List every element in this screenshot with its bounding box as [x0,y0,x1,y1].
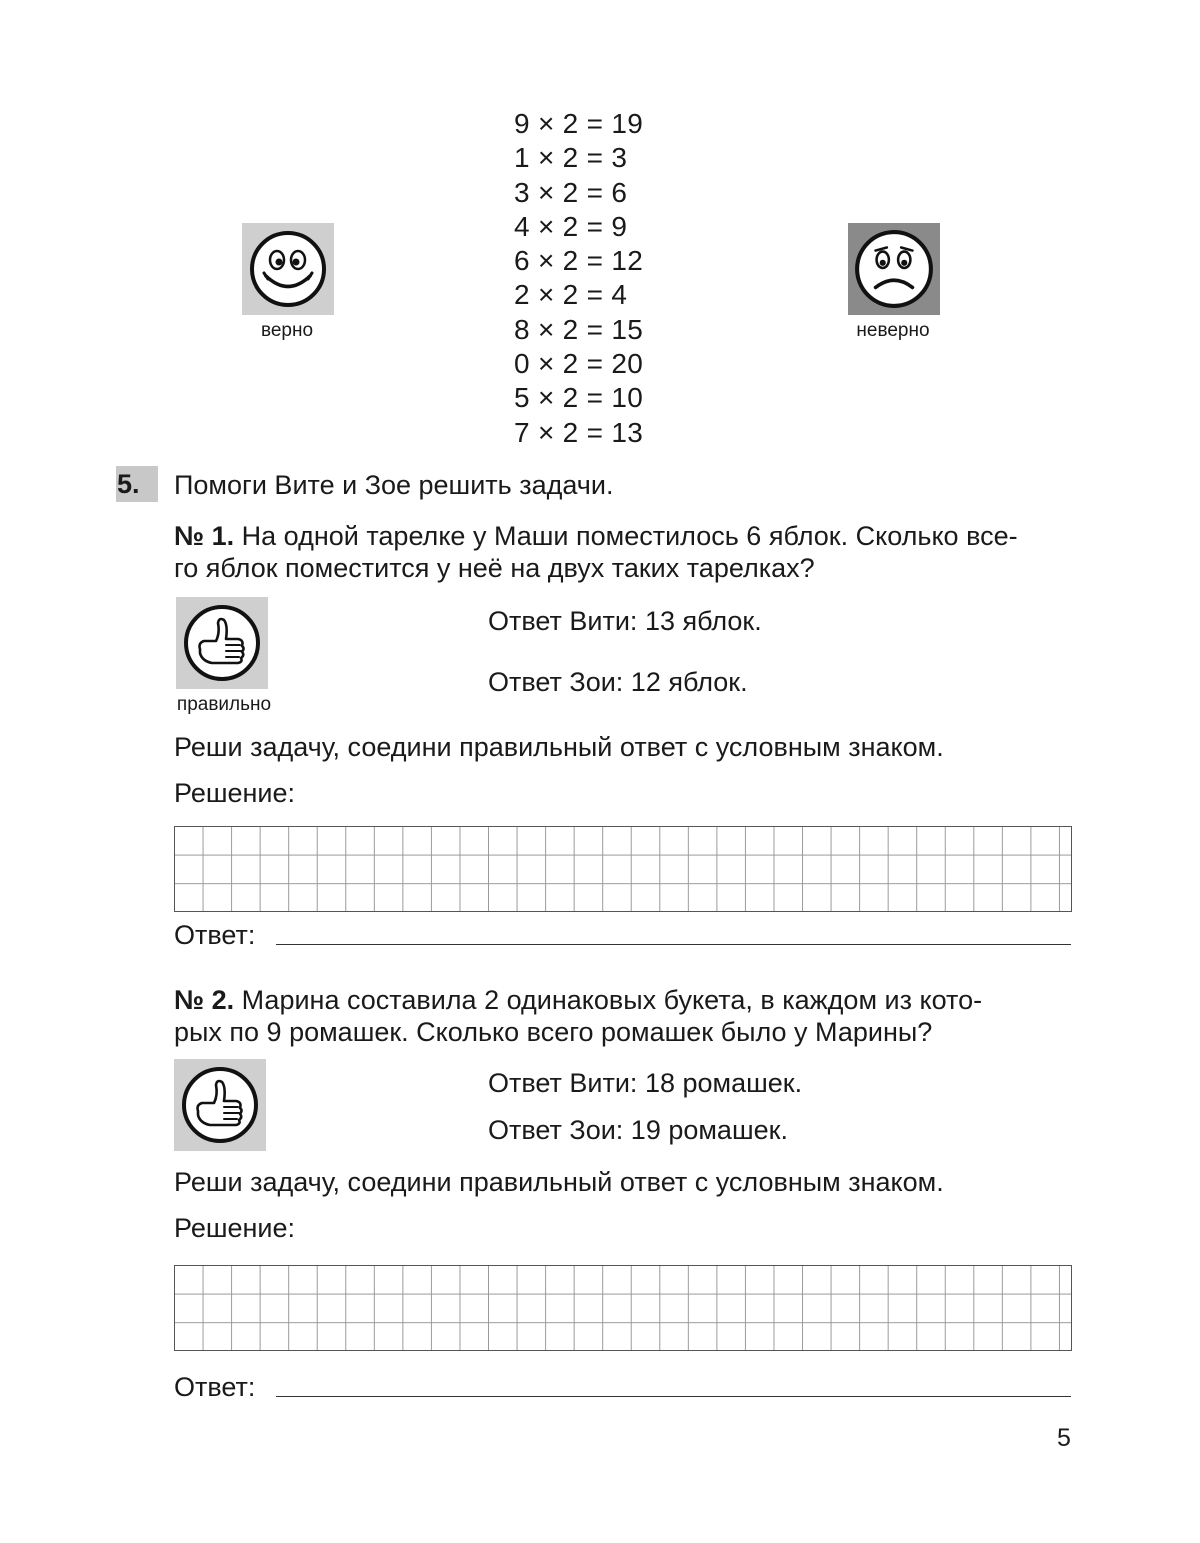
wrong-label: неверно [856,320,930,341]
equation-item: 2 × 2 = 4 [514,279,628,311]
problem-2-answer-label: Ответ: [174,1372,256,1402]
problem-1-number: № 1. [174,521,235,551]
right-label: правильно [176,694,272,715]
problem-1-solution-label: Решение: [174,778,296,808]
problem-1-text: На одной тарелке у Маши поместилось 6 яблок. Сколько все- [241,521,1018,551]
problem-1-answer-zoya: Ответ Зои: 12 яблок. [488,667,748,697]
equation-item: 0 × 2 = 20 [514,348,644,380]
equation-item: 4 × 2 = 9 [514,210,628,242]
problem-1-solution-grid[interactable] [174,826,1072,912]
thumbs-up-icon[interactable] [176,597,268,689]
problem-1-line2: го яблок поместится у неё на двух таких тарелках? [174,553,815,583]
problem-1-answer-vitya: Ответ Вити: 13 яблок. [488,606,762,636]
page-number: 5 [1057,1424,1071,1452]
smiling-face-icon[interactable] [242,223,334,315]
problem-2-answer-zoya: Ответ Зои: 19 ромашек. [488,1115,788,1145]
correct-label: верно [260,320,314,341]
task-title: Помоги Вите и Зое решить задачи. [174,470,614,500]
equation-item: 5 × 2 = 10 [514,382,644,414]
problem-2-text: Марина составила 2 одинаковых букета, в каждом из кото- [241,985,983,1015]
equation-item: 8 × 2 = 15 [514,313,644,345]
equation-item: 9 × 2 = 19 [514,108,644,139]
equation-item: 7 × 2 = 13 [514,416,644,448]
task-number: 5. [116,466,158,502]
equation-item: 1 × 2 = 3 [514,142,628,174]
problem-1-answer-line[interactable] [276,944,1071,945]
equation-list [514,107,714,450]
problem-1-answer-label: Ответ: [174,920,256,950]
problem-2-answer-vitya: Ответ Вити: 18 ромашек. [488,1068,803,1098]
problem-2-answer-line[interactable] [276,1396,1071,1397]
problem-1-instruction: Реши задачу, соедини правильный ответ с условным знаком. [174,732,944,762]
equation-item: 6 × 2 = 12 [514,245,644,277]
sad-face-icon[interactable] [848,223,940,315]
problem-1-line1 [174,520,1018,552]
problem-2-solution-label: Решение: [174,1213,296,1243]
problem-2-instruction: Реши задачу, соедини правильный ответ с условным знаком. [174,1167,944,1197]
problem-2-number: № 2. [174,985,235,1015]
problem-2-solution-grid[interactable] [174,1265,1072,1351]
equation-item: 3 × 2 = 6 [514,176,628,208]
problem-2-line2: рых по 9 ромашек. Сколько всего ромашек было у Марины? [174,1017,933,1047]
problem-2-line1 [174,984,982,1016]
thumbs-up-icon[interactable] [174,1059,266,1151]
